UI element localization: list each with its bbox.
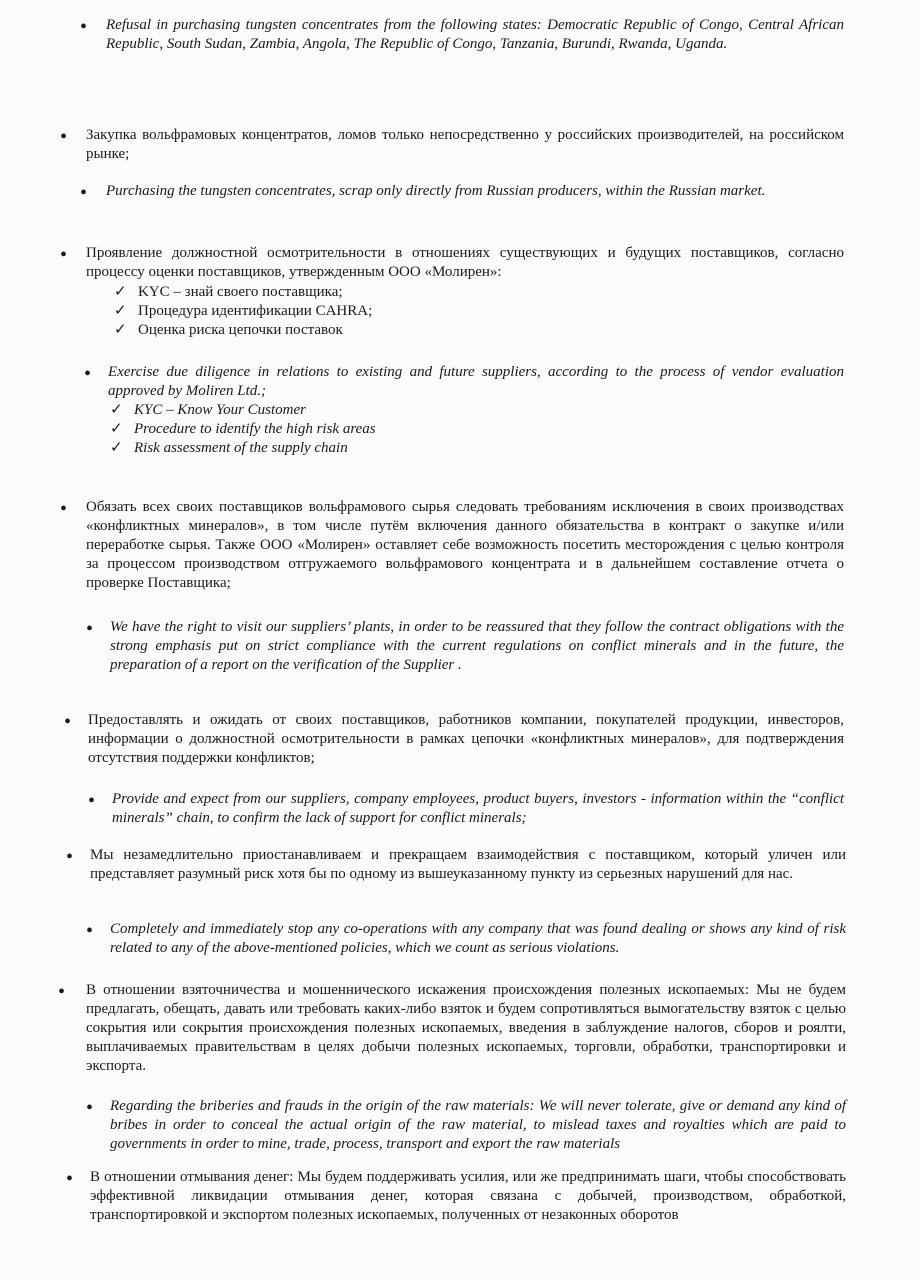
bullet-icon: • [64, 711, 72, 733]
policy-text-en: Provide and expect from our suppliers, company employees, product buyers, investors - information within the “conflict minerals” chain, to confirm the lack of support for conflict minerals; [112, 791, 844, 826]
policy-text-ru: Предоставлять и ожидать от своих поставщиков, работников компании, покупателей продукции, инвесторов, информации о должностной осмотрительности в рамках цепочки «конфликтных минералов», для подтверждения отсутствия поддержки конфликтов; [88, 712, 844, 766]
checklist-item [110, 439, 510, 458]
policy-text-en: Exercise due diligence in relations to existing and future suppliers, according to the process of vendor evaluation approved by Moliren Ltd.; [108, 364, 844, 399]
bullet-icon: • [60, 498, 68, 520]
checklist-label: Risk assessment of the supply chain [134, 440, 348, 456]
checkmark-icon: ✓ [110, 421, 123, 437]
checklist-item [114, 302, 514, 321]
checklist-label: KYC – знай своего поставщика; [138, 284, 343, 300]
bullet-icon: • [86, 618, 94, 640]
checklist-label: Procedure to identify the high risk areas [134, 421, 376, 437]
checklist-item [114, 321, 514, 340]
bullet-icon: • [66, 846, 74, 868]
bullet-icon: • [80, 182, 88, 204]
policy-text-ru: Мы незамедлительно приостанавливаем и прекращаем взаимодействия с поставщиком, который уличен или представляет разумный риск хотя бы по одному из вышеуказанному пункту из серьезных нарушений для нас. [90, 847, 846, 882]
bullet-icon: • [58, 981, 66, 1003]
policy-text-ru: Обязать всех своих поставщиков вольфрамового сырья следовать требованиям исключения в своих производствах «конфликтных минералов», в том числе путём включения данного обязательства в контракт о закупке и/или переработке сырья. Также ООО «Молирен» оставляет себе возможность посетить месторождения с целью контроля за процессом производством отгружаемого вольфрамового концентрата и в дальнейшем составление отчета о проверке Поставщика; [86, 499, 844, 591]
checkmark-icon: ✓ [114, 322, 127, 338]
bullet-icon: • [84, 363, 92, 385]
checkmark-icon: ✓ [114, 284, 127, 300]
policy-text-en: We have the right to visit our suppliers’ plants, in order to be reassured that they follow the contract obligations with the strong emphasis put on strict compliance with the current regulations on conflict minerals and in the future, the preparation of a report on the verification of the Supplier . [110, 619, 844, 673]
checkmark-icon: ✓ [114, 303, 127, 319]
policy-text-en: Refusal in purchasing tungsten concentrates from the following states: Democratic Republic of Congo, Central African Republic, South Sudan, Zambia, Angola, The Republic of Congo, Tanzania, Burundi, Rwanda, Uganda. [106, 17, 844, 52]
checklist-item [114, 283, 514, 302]
policy-text-en: Regarding the briberies and frauds in the origin of the raw materials: We will never tolerate, give or demand any kind of bribes in order to conceal the actual origin of the raw material, to mislead taxes and royalties which are paid to governments in order to mine, trade, process, transport and export the raw materials [110, 1098, 846, 1152]
policy-text-en: Completely and immediately stop any co-operations with any company that was found dealing or shows any kind of risk related to any of the above-mentioned policies, which we count as serious violations. [110, 921, 846, 956]
bullet-icon: • [86, 920, 94, 942]
checkmark-icon: ✓ [110, 402, 123, 418]
checklist-label: KYC – Know Your Customer [134, 402, 307, 418]
bullet-icon: • [86, 1097, 94, 1119]
bullet-icon: • [60, 126, 68, 148]
bullet-icon: • [88, 790, 96, 812]
policy-text-ru: В отношении взяточничества и мошеннического искажения происхождения полезных ископаемых: Мы не будем предлагать, обещать, давать или требовать каких-либо взяток и будем сопротивляться вымогательству взяток с целью сокрытия или сокрытия происхождения полезных ископаемых, введения в заблуждение налогов, сборов и роялти, выплачиваемых правительствам в целях добычи полезных ископаемых, торговли, обработки, транспортировки и экспорта. [86, 982, 846, 1074]
checkmark-icon: ✓ [110, 440, 123, 456]
checklist-item [110, 401, 510, 420]
checklist-label: Процедура идентификации CAHRA; [138, 303, 373, 319]
bullet-icon: • [60, 244, 68, 266]
policy-text-ru: Проявление должностной осмотрительности в отношениях существующих и будущих поставщиков, согласно процессу оценки поставщиков, утвержденным ООО «Молирен»: [86, 245, 844, 280]
bullet-icon: • [80, 16, 88, 38]
checklist-label: Оценка риска цепочки поставок [138, 322, 343, 338]
bullet-icon: • [66, 1168, 74, 1190]
checklist-item [110, 420, 510, 439]
policy-text-ru: Закупка вольфрамовых концентратов, ломов только непосредственно у российских производителей, на российском рынке; [86, 127, 844, 162]
policy-text-ru: В отношении отмывания денег: Мы будем поддерживать усилия, или же предпринимать шаги, чтобы способствовать эффективной ликвидации отмывания денег, которая связана с добычей, производством, обработкой, транспортировкой и экспортом полезных ископаемых, полученных от незаконных оборотов [90, 1169, 846, 1223]
policy-text-en: Purchasing the tungsten concentrates, scrap only directly from Russian producers, within the Russian market. [106, 183, 766, 199]
checklist-en [110, 401, 510, 458]
checklist-ru [114, 283, 514, 340]
